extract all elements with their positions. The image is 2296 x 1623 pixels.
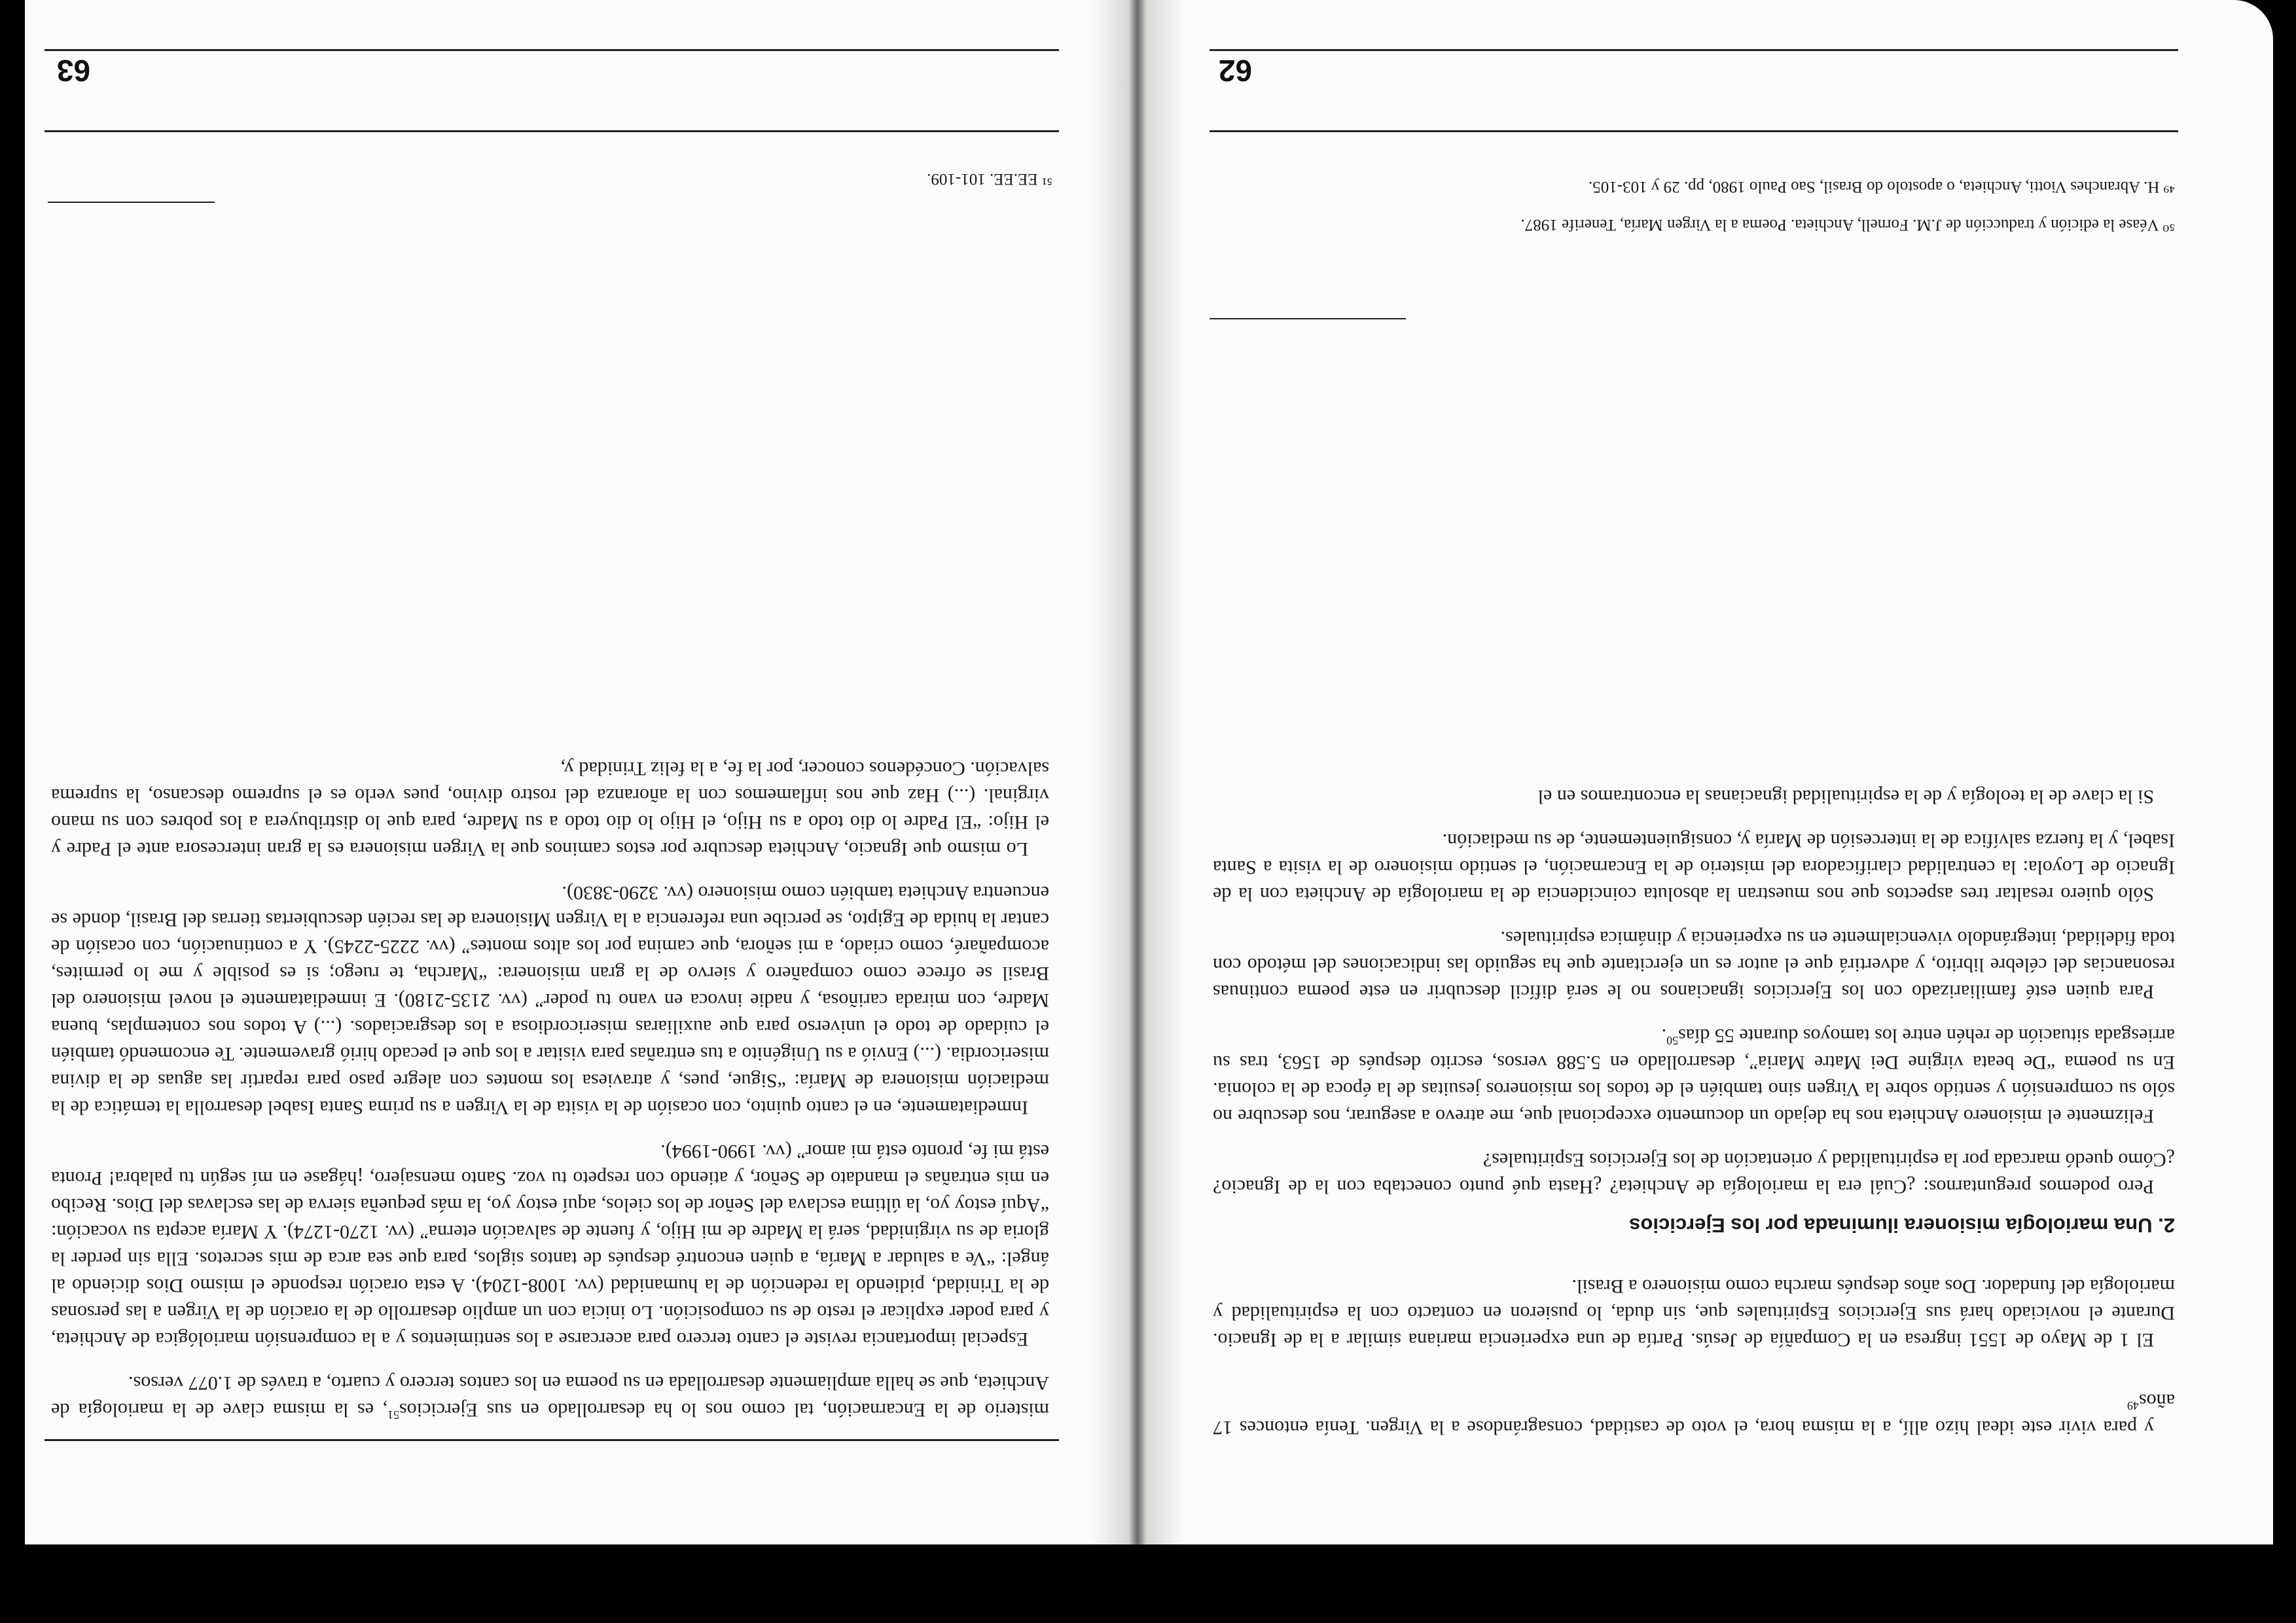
book-gutter <box>1092 0 1183 1544</box>
paragraph-canto-quinto: Inmediatamente, en el canto quinto, con ocasión de la visita de la Virgen a su prima Santa Isabel desarrolla la temática de la mediación misionera de María: “Sigue, pues, y atraviesa los montes con alegre paso para repartir las aguas de la divina misericordia. (...) Envió a su Unigénito a tus entrañas para visitar a los que el pecado hirió gravemente. Te encomendó también el cuidado de todo el universo para que auxiliaras misericordiosa a los desgraciados. (...) A todos nos contemplas, buena Madre, con mirada cariñosa, y nadie invoca en vano tu poder” (vv. 2135-2180). E inmediatamente el novel misionero del Brasil se ofrece como compañero y siervo de la gran misionera: “Marcha, te ruego; si es posible y me lo permites, acompañaré, como criado, a mi señora, que camina por los altos montes” (vv. 2225-2245). Y a continuación, con ocasión de cantar la huida de Egipto, se percibe una referencia a la Virgen Misionera de las recién descubiertas tierras del Brasil, donde se encuentra Anchieta también como misionero (vv. 3290-3830). <box>51 882 1049 1118</box>
footnote-separator-62 <box>1210 318 1406 319</box>
paragraph-intercesora: Lo mismo que Ignacio, Anchieta descubre por estos caminos que la Virgen misionera es la gran intercesora ante el Padre y el Hijo: “El Padre lo dio todo a su Hijo, el Hijo lo dio todo a su Madre, para que lo distribuyera a los pobres con su mano virginal. (...) Haz que nos inflamemos con la añoranza del rostro divino, pues verlo es el supremo descanso, la suprema salvación. Concédenos conocer, por la fe, a la feliz Trinidad y, <box>51 758 1049 860</box>
footnote-ref-49: 49 <box>2127 1399 2139 1412</box>
paragraph-encarnacion-a: misterio de la Encarnación, tal como nos lo ha desarrollado en sus Ejercicios <box>399 1399 1049 1421</box>
top-rule-63 <box>45 1439 1059 1441</box>
paragraph-preguntas: Pero podemos preguntarnos: ¿Cuál era la mariología de Anchieta? ¿Hasta qué punto conectaba con la de Ignacio? ¿Cómo quedó marcada por la espiritualidad y orientación de los Ejercicios Espirituales? <box>1213 1149 2175 1198</box>
footnote-51: ⁵¹ EE.EE. 101-109. <box>927 170 1052 188</box>
header-rule-bottom-63 <box>45 130 1059 132</box>
header-rule-top-62 <box>1210 49 2178 51</box>
paragraph-clave: Si la clave de la teología y de la espiritualidad ignacianas la encontramos en el <box>1537 786 2154 808</box>
paragraph-tres-aspectos: Sólo quiero resaltar tres aspectos que nos muestran la absoluta coincidencia de la mariología de Anchieta con la de Ignacio de Loyola: la centralidad clarificadora del misterio de la Encarnación, el sentido misionero de la visita a Santa Isabel, y la fuerza salvífica de la intercesión de María y, consiguientemente, de su mediación. <box>1213 830 2175 905</box>
paragraph-encarnacion-b: , es la misma clave de la mariología de Anchieta, que se halla ampliamente desarrollada en su poema en los cantos tercero y cuarto, a través de 1.077 versos. <box>51 1372 1049 1421</box>
footnote-separator-63 <box>48 202 215 203</box>
paragraph-ingreso: El 1 de Mayo de 1551 ingresa en la Compañía de Jesús. Partía de una experiencia mariana similar a la de Ignacio. Durante el noviciado hará sus Ejercicios Espirituales que, sin duda, lo pusieron en contacto con la espiritualidad y mariología del fundador. Dos años después marcha como misionero a Brasil. <box>1213 1275 2175 1351</box>
footnote-50: ⁵⁰ Véase la edición y traducción de J.M. Fornell, Anchieta. Poema a la Virgen María, Tenerife 1987. <box>1520 216 2175 234</box>
footnote-ref-50: 50 <box>1666 1034 1679 1047</box>
body-63 <box>51 219 1049 1423</box>
page-number-62: 62 <box>1218 54 1252 88</box>
page-number-63: 63 <box>56 54 90 88</box>
footnote-ref-51: 51 <box>387 1408 399 1421</box>
footnotes-62 <box>1213 175 2175 236</box>
paragraph-resonancias: Para quien esté familiarizado con los Ejercicios ignacianos no le será difícil descubrir en este poema continuas resonancias del célebre librito, y advertirá que el autor es un ejercitante que ha seguido las indicaciones del método con toda fidelidad, integrándolo vivencialmente en su experiencia y dinámica espirituales. <box>1213 927 2175 1003</box>
intro-text: y para vivir este ideal hizo allí, a la misma hora, el voto de castidad, consagrándose a la Virgen. Tenía entonces 17 años <box>1213 1390 2175 1438</box>
body-62: y para vivir este ideal hizo allí, a la misma hora, el voto de castidad, consagrándose a la Virgen. Tenía entonces 17 años$^{49}$ El 1 de Mayo de 1551 ingresa en la Compañía de Jesús. Partía de una experiencia mariana similar a la de Ignacio. Durante el noviciado hará sus Ejercicios Espirituales que, sin duda, lo pusieron en contacto con la espiritualidad y mariología del fundador. Dos años después marcha como misionero a Brasil. 2. Una mariología misionera iluminada por los Ejercicios Pero podemos preguntarnos: ¿Cuál era la mariología de Anchieta? ¿Hasta qué punto conectaba con la de Ignacio? ¿Cómo quedó marcada por la espiritualidad y orientación de los Ejercicios Espirituales? Felizmente el misionero Anchieta nos ha dejado un documento excepcional que, me atrevo a asegurar, nos descubre no sólo su comprensión y sentido sobre la Virgen sino también el de todos los misioneros jesuitas de la época de la colonia. En su poema “De beata virgine Dei Matre Maria”, desarrollado en 5.588 versos, escrito después de 1563, tras su arriesgada situación de rehén entre los tamoyos durante 55 días$^{50}$. Para quien esté familiarizado con los Ejercicios ignacianos no le será difícil descubrir en este poema continuas resonancias del célebre librito, y advertirá que el autor es un ejercitante que ha seguido las indicaciones del método con toda fidelidad, integrándolo vivencialmente en su experiencia y dinámica espirituales. Sólo quiero resaltar tres aspectos que nos muestran la absoluta coincidencia de la mariología de Anchieta con la de Ignacio de Loyola: la centralidad clarificadora del misterio de la Encarnación, el sentido misionero de la visita a Santa Isabel, y la fuerza salvífica de la intercesión de María y, consiguientemente, de su mediación. Si la clave de la teología y de la espiritualidad ignacianas la encontramos en el <box>1213 355 2175 1441</box>
paragraph-documento: Felizmente el misionero Anchieta nos ha dejado un documento excepcional que, me atrevo a asegurar, nos descubre no sólo su comprensión y sentido sobre la Virgen sino también el de todos los misioneros jesuitas de la época de la colonia. En su poema “De beata virgine Dei Matre Maria”, desarrollado en 5.588 versos, escrito después de 1563, tras su arriesgada situación de rehén entre los tamoyos durante 55 días <box>1213 1025 2175 1127</box>
footnotes-63 <box>51 168 1052 190</box>
section-heading: 2. Una mariología misionera iluminada por los Ejercicios <box>1629 1214 2175 1237</box>
header-rule-top-63 <box>45 49 1059 51</box>
footnote-49: ⁴⁹ H. Abranches Viotti, Anchieta, o apostolo do Brasil, Sao Paulo 1980, pp. 29 y 103-105. <box>1588 178 2175 196</box>
paragraph-canto-tercero: Especial importancia reviste el canto tercero para acercarse a los sentimientos y a la comprensión mariológica de Anchieta, y para poder explicar el resto de su composición. Lo inicia con un amplio desarrollo de la oración de la Virgen a las personas de la Trinidad, pidiendo la redención de la humanidad (vv. 1008-1204). A esta oración responde el mismo Dios diciendo al ángel: “Ve a saludar a María, a quien encontré después de tantos siglos, para que sea arca de mis secretos. Ella sin perder la gloria de su virginidad, será la Madre de mi Hijo, y fuente de salvación eterna” (vv. 1270-1274). Y María acepta su vocación: “Aquí estoy yo, la última esclava del Señor de los cielos, aquí estoy yo, la más pequeña sierva de las esclavas del Dios. Recibo en mis entrañas el mandato de Señor, y atiendo con respeto tu voz. Santo mensajero, ¡hágase en mí según tu palabra! Pronta está mi fe, pronto está mi amor” (vv. 1990-1994). <box>51 1141 1049 1350</box>
header-rule-bottom-62 <box>1210 130 2178 132</box>
